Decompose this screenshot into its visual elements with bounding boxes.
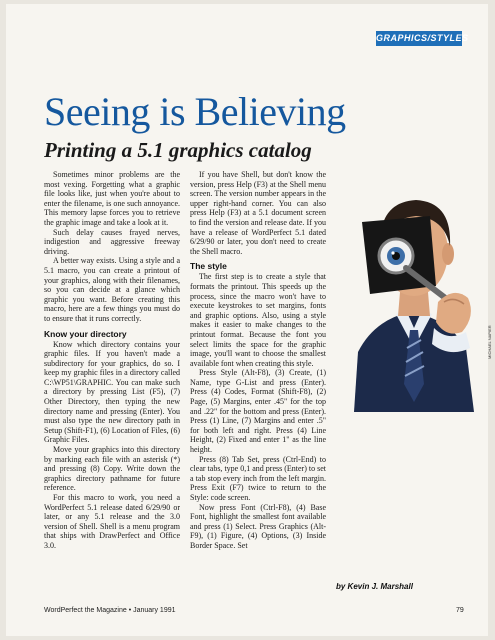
paragraph: Now press Font (Ctrl-F8), (4) Base Font, highlight the smallest font available and press (1) Select. Press Graphics (Alt-F9), (1) Figure, (4) Options, (3) Inside Border Space. Set [190, 502, 326, 550]
paragraph: Know which directory contains your graphic files. If you haven't made a subdirectory for your graphics, do so. I keep my graphic files in a directory called C:\WP51\GRAPHIC. You can make such a directory by pressing List (F5), (7) Other Directory, then typing the new directory name and pressing (Enter). You must also type the new directory path in Setup (Shift-F1), (6) Location of Files, (6) Graphic Files. [44, 339, 180, 445]
article-subtitle: Printing a 5.1 graphics catalog [44, 138, 312, 162]
byline: by Kevin J. Marshall [336, 582, 413, 591]
magazine-page [6, 4, 492, 636]
section-heading: The style [190, 261, 227, 272]
paragraph: Such delay causes frayed nerves, indigestion and aggressive freeway driving. [44, 227, 180, 256]
man-with-magnifier-illustration [344, 152, 482, 412]
page-number: 79 [456, 607, 464, 614]
paragraph: For this macro to work, you need a WordPerfect 5.1 release dated 6/29/90 or later, or any 5.1 release and the 3.0 version of Shell. Shell is a menu program that ships with DrawPerfect and Office 3.0. [44, 493, 180, 550]
text-column-2 [190, 170, 326, 551]
section-heading: Know your directory [44, 328, 127, 339]
paragraph: A better way exists. Using a style and a 5.1 macro, you can create a printout of your graphics, along with their filenames, so you can decide at a glance which graphic you want. Before creating this macro, here are a few things you must do to ensure that it runs correctly. [44, 256, 180, 323]
photo-credit: MICHAEL NAPIER [487, 325, 492, 359]
footer-publication: WordPerfect the Magazine • January 1991 [44, 607, 176, 614]
text-column-1 [44, 170, 180, 551]
paragraph: Press (8) Tab Set, press (Ctrl-End) to clear tabs, type 0,1 and press (Enter) to set a tab stop every inch from the left margin. Press Exit (F7) twice to return to the Style: code screen. [190, 454, 326, 502]
section-banner: GRAPHICS/STYLES [376, 31, 462, 46]
paragraph: Move your graphics into this directory by marking each file with an asterisk (*) and pressing (8) Copy. Write down the graphics directory pathname for future reference. [44, 445, 180, 493]
article-title: Seeing is Believing [44, 89, 346, 134]
paragraph: Press Style (Alt-F8), (3) Create, (1) Name, type G-List and press (Enter). Press (4) Codes, Format (Shift-F8), (2) Page, (5) Margins, enter .45" for the top and .22" for the bottom and press (Enter). Press (1) Line, (7) Margins and enter .5" for both left and right. Press (4) Line Height, (2) Fixed and enter 1" as the line height. [190, 368, 326, 455]
paragraph: If you have Shell, but don't know the version, press Help (F3) at the Shell menu screen. The version number appears in the upper right-hand corner. You can also press Help (F3) at a 5.1 document screen to find the version and release date. If you have a release of WordPerfect 5.1 dated 6/29/90 or later, you don't need to create the Shell macro. [190, 170, 326, 256]
paragraph: The first step is to create a style that formats the printout. This speeds up the process, since the macro won't have to execute keystrokes to set margins, fonts and graphic options. Also, using a style makes it easier to make changes to the printout format. Because the font you select limits the space for the graphic image, you'll want to choose the smallest available font when creating this style. [190, 272, 326, 368]
paragraph: Sometimes minor problems are the most vexing. Forgetting what a graphic file looks like, just when you're about to enter the filename, is one such annoyance. This memory lapse forces you to retrieve the graphic image and take a look at it. [44, 170, 180, 227]
